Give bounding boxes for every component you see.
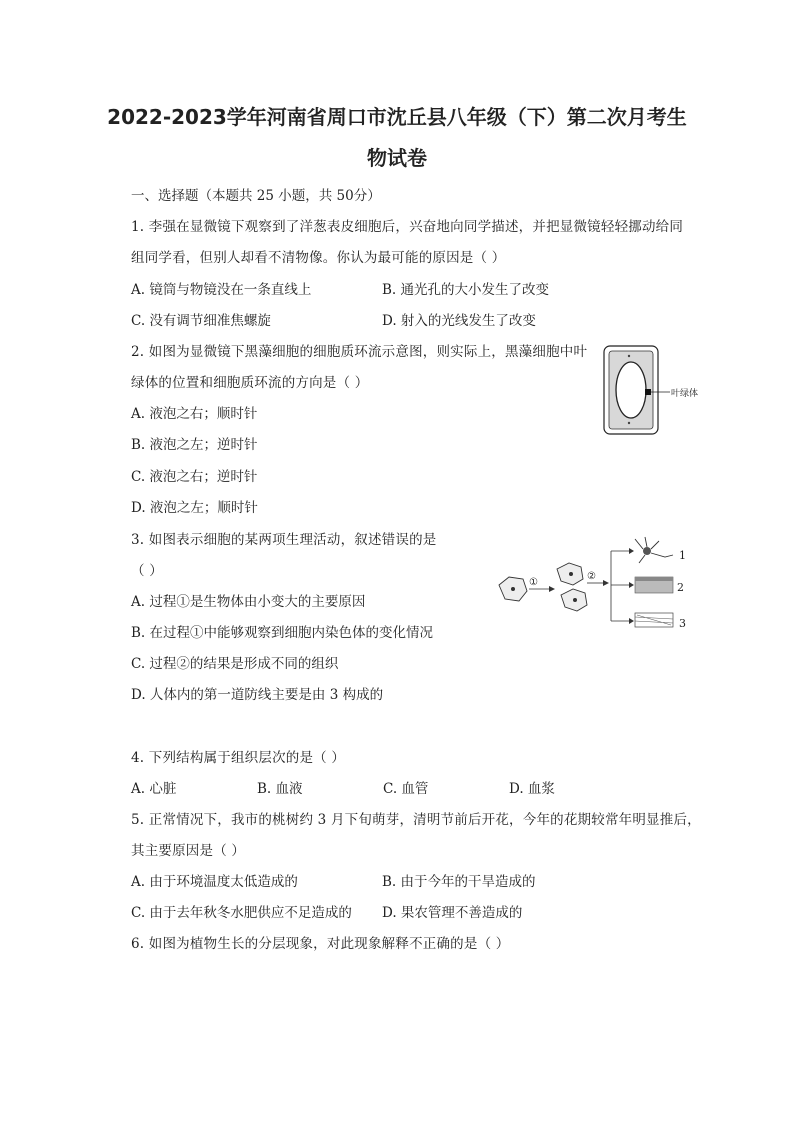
q2-stem-line1: 2. 如图为显微镜下黑藻细胞的细胞质环流示意图，则实际上，黑藻细胞中叶 <box>131 344 588 360</box>
q2-option-d: D. 液泡之左；顺时针 <box>131 500 258 516</box>
q3-stem-line2: （ ） <box>131 563 163 579</box>
q5-option-b: B. 由于今年的干旱造成的 <box>382 874 536 890</box>
q2-stem-line2: 绿体的位置和细胞质环流的方向是（ ） <box>131 375 369 391</box>
q1-stem-line2: 组同学看，但别人却看不清物像。你认为最可能的原因是（ ） <box>131 250 506 266</box>
q3-option-c: C. 过程②的结果是形成不同的组织 <box>131 656 339 672</box>
q4-option-a: A. 心脏 <box>131 781 177 797</box>
q5-option-c: C. 由于去年秋冬水肥供应不足造成的 <box>131 905 352 921</box>
q1-option-a: A. 镜筒与物镜没在一条直线上 <box>131 282 312 298</box>
q2-option-b: B. 液泡之左；逆时针 <box>131 437 258 453</box>
q2-figure-label: 叶绿体 <box>671 389 698 399</box>
q5-stem-line1: 5. 正常情况下，我市的桃树约 3 月下旬萌芽，清明节前后开花，今年的花期较常年明显推后， <box>131 812 701 828</box>
q6-stem: 6. 如图为植物生长的分层现象，对此现象解释不正确的是（ ） <box>131 936 510 952</box>
q5-option-d: D. 果农管理不善造成的 <box>382 905 523 921</box>
q3-cell-process-figure <box>495 533 695 633</box>
q2-option-a: A. 液泡之右；顺时针 <box>131 406 258 422</box>
q3-fig-label-3: 3 <box>679 617 686 630</box>
q1-option-d: D. 射入的光线发生了改变 <box>382 313 536 329</box>
q4-option-c: C. 血管 <box>383 781 429 797</box>
q3-fig-label-1: 1 <box>679 549 686 562</box>
q2-option-c: C. 液泡之右；逆时针 <box>131 469 258 485</box>
q4-stem: 4. 下列结构属于组织层次的是（ ） <box>131 750 346 766</box>
section-heading: 一、选择题（本题共 25 小题，共 50分） <box>131 188 381 204</box>
exam-title-line2: 物试卷 <box>367 146 427 170</box>
q4-option-b: B. 血液 <box>257 781 303 797</box>
q3-stem-line1: 3. 如图表示细胞的某两项生理活动，叙述错误的是 <box>131 532 437 548</box>
q3-step2-label: ② <box>587 571 596 582</box>
q5-stem-line2: 其主要原因是（ ） <box>131 843 246 859</box>
q1-option-c: C. 没有调节细准焦螺旋 <box>131 313 271 329</box>
q3-option-d: D. 人体内的第一道防线主要是由 3 构成的 <box>131 687 384 703</box>
q5-option-a: A. 由于环境温度太低造成的 <box>131 874 298 890</box>
q4-option-d: D. 血浆 <box>509 781 555 797</box>
q3-option-a: A. 过程①是生物体由小变大的主要原因 <box>131 594 366 610</box>
q3-step1-label: ① <box>529 577 538 588</box>
q3-fig-label-2: 2 <box>677 581 684 594</box>
q2-cell-figure <box>598 343 698 438</box>
q1-stem-line1: 1. 李强在显微镜下观察到了洋葱表皮细胞后，兴奋地向同学描述，并把显微镜轻轻挪动给同 <box>131 219 684 235</box>
exam-title-line1: 2022-2023学年河南省周口市沈丘县八年级（下）第二次月考生 <box>107 105 687 129</box>
q1-option-b: B. 通光孔的大小发生了改变 <box>382 282 550 298</box>
q3-option-b: B. 在过程①中能够观察到细胞内染色体的变化情况 <box>131 625 434 641</box>
